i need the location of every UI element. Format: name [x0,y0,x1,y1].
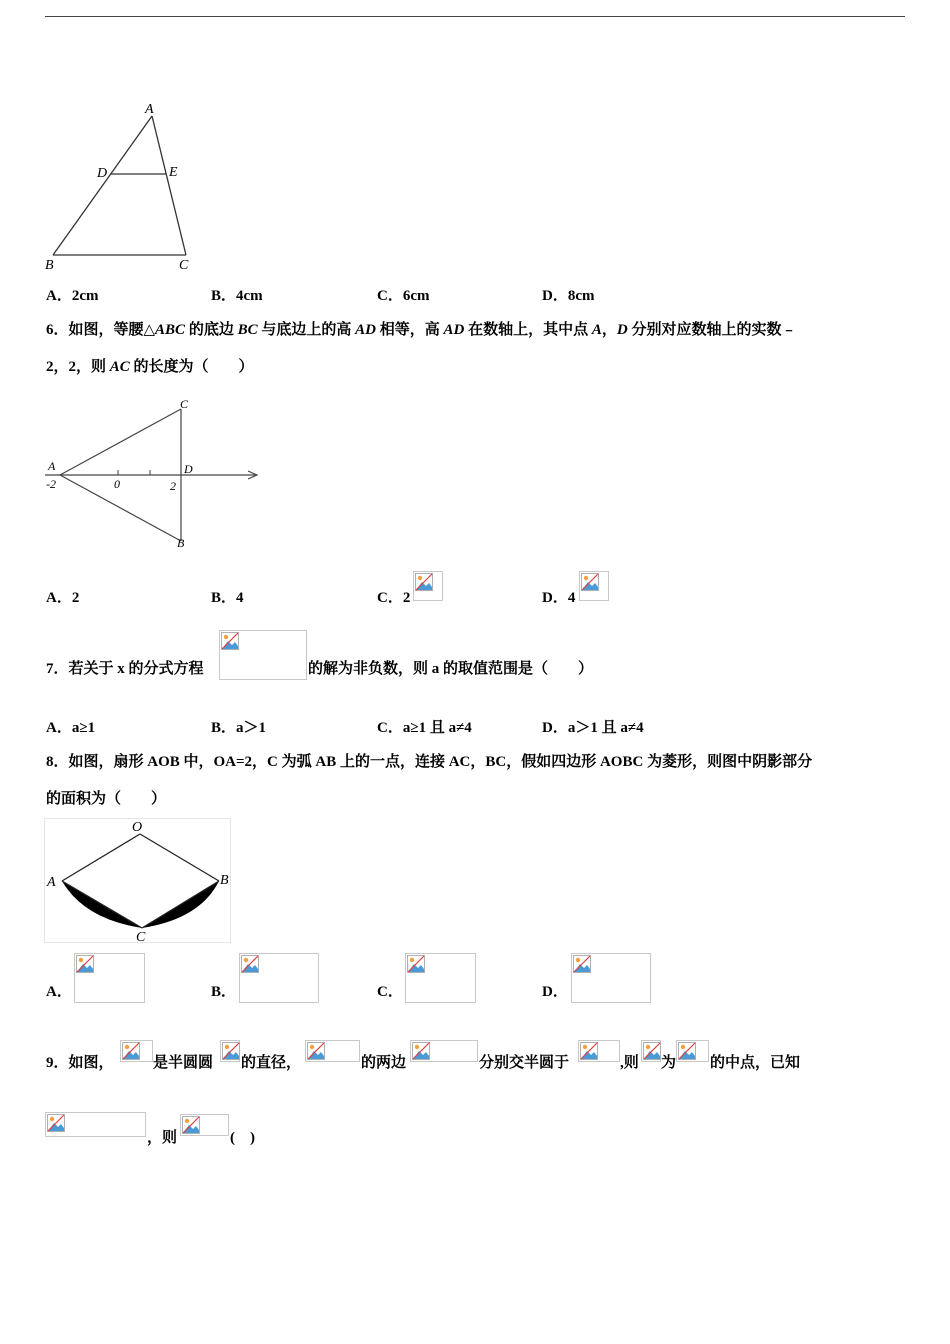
broken-image-icon [122,1042,140,1060]
q6-number-line-figure [40,395,270,555]
label-C: C [179,258,189,273]
q9-text-7: 为 [661,1055,677,1071]
q8-option-c: C． [377,984,403,1000]
equation-image-placeholder [219,630,307,680]
math-image-placeholder [410,1040,478,1062]
q6-option-a: A．2 [46,590,80,606]
answer-image-placeholder [405,953,476,1003]
label-O: O [132,820,143,835]
q5-triangle-figure [40,98,200,278]
q7-option-c: C．a≥1 且 a≠4 [377,720,472,736]
label-A: A [48,459,56,473]
broken-image-icon [581,573,599,591]
broken-image-placeholder [579,571,609,601]
broken-image-icon [407,955,425,973]
q7-stem-post: 的解为非负数，则 a 的取值范围是（ ） [308,661,594,677]
q5-option-d: D．8cm [542,288,595,304]
math-image-placeholder [305,1040,360,1062]
q6-option-c: C．2 [377,590,411,606]
math-image-placeholder [120,1040,153,1062]
label-E: E [169,165,178,180]
label-B: B [220,873,229,888]
q9-text-4: 的两边 [361,1055,407,1071]
q8-stem-line1: 8．如图，扇形 AOB 中，OA=2，C 为弧 AB 上的一点，连接 AC，BC，假如四边形 AOBC 为菱形，则图中阴影部分 [46,754,813,770]
label-C: C [180,397,189,411]
label-A: A [145,102,154,117]
q7-stem-pre: 7．若关于 x 的分式方程 [46,661,204,677]
broken-image-icon [221,632,239,650]
q7-option-d: D．a＞1 且 a≠4 [542,720,644,736]
q9-text-6: ,则 [620,1055,639,1071]
q9-text-1: 9．如图， [46,1055,114,1071]
tick-2: 2 [170,479,176,493]
q8-option-b: B． [211,984,237,1000]
q6-stem-line1: 6．如图，等腰△ABC 的底边 BC 与底边上的高 AD 相等，高 AD 在数轴上，其中点 A，D 分别对应数轴上的实数﹣ [46,322,797,338]
q5-option-b: B．4cm [211,288,263,304]
q7-option-b: B．a＞1 [211,720,267,736]
q8-option-d: D． [542,984,568,1000]
broken-image-icon [307,1042,325,1060]
answer-image-placeholder [571,953,651,1003]
broken-image-icon [47,1114,65,1132]
q6-option-d: D．4 [542,590,576,606]
q9-text-2: 是半圆圆 [153,1055,214,1071]
math-image-placeholder [220,1040,240,1062]
q8-option-a: A． [46,984,72,1000]
q7-option-a: A．a≥1 [46,720,96,736]
q9-text-3: 的直径， [241,1055,302,1071]
math-image-placeholder [641,1040,661,1062]
tick-0: 0 [114,477,120,491]
math-image-placeholder [45,1112,146,1137]
broken-image-icon [182,1116,200,1134]
q8-sector-figure [44,818,232,944]
broken-image-icon [241,955,259,973]
tick-neg2: -2 [46,477,56,491]
broken-image-icon [222,1042,240,1060]
broken-image-icon [643,1042,661,1060]
broken-image-icon [678,1042,696,1060]
answer-image-placeholder [239,953,319,1003]
broken-image-icon [412,1042,430,1060]
q5-option-a: A．2cm [46,288,99,304]
broken-image-icon [573,955,591,973]
q9-answer-paren: ( ) [230,1130,255,1146]
q9-text-9: ，则 [147,1130,178,1146]
answer-image-placeholder [74,953,145,1003]
q6-stem-line2: 2，2，则 AC 的长度为（ ） [46,359,254,375]
q9-text-8: 的中点，已知 [710,1055,801,1071]
label-D: D [97,166,108,181]
broken-image-placeholder [413,571,443,601]
q6-option-b: B．4 [211,590,244,606]
broken-image-icon [415,573,433,591]
broken-image-icon [76,955,94,973]
math-image-placeholder [578,1040,620,1062]
label-D: D [184,462,193,476]
label-C: C [136,930,146,944]
label-B: B [177,536,185,550]
q5-option-c: C．6cm [377,288,430,304]
broken-image-icon [580,1042,598,1060]
label-A: A [47,875,56,890]
math-image-placeholder [180,1114,229,1136]
label-B: B [45,258,54,273]
math-image-placeholder [676,1040,709,1062]
q9-text-5: 分别交半圆于 [479,1055,570,1071]
header-rule [45,16,905,17]
q8-stem-line2: 的面积为（ ） [46,791,167,807]
